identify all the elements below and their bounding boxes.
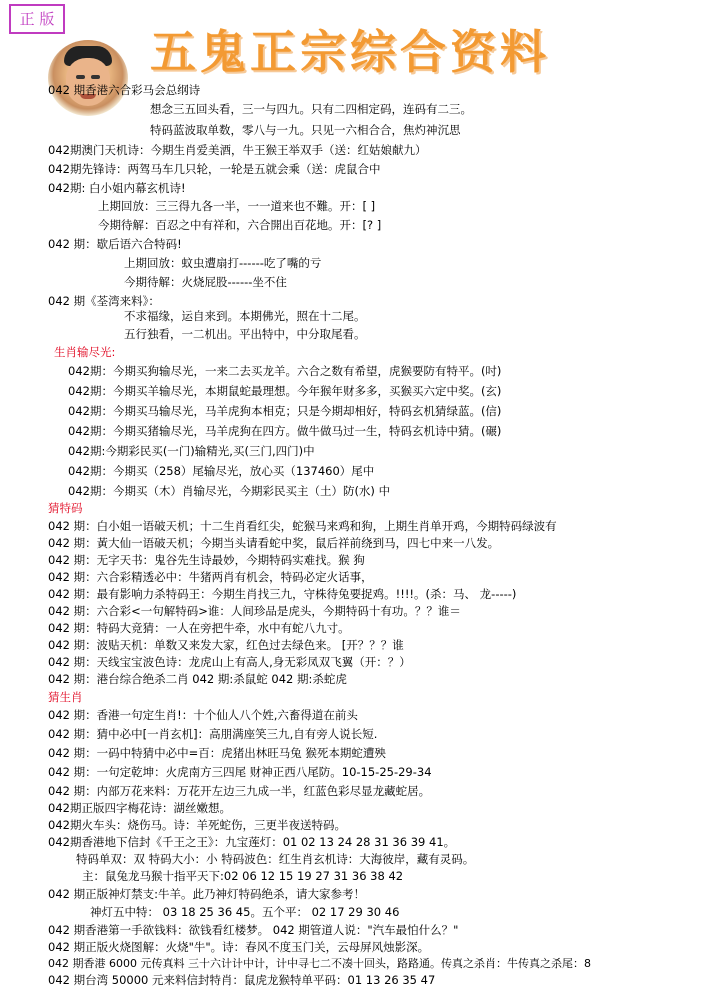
text-line: 042 期：无字天书：鬼谷先生诗最妙，今期特码实难找。猴 狗 xyxy=(48,553,365,567)
text-line: 042期火车头：烧伤马。诗：羊死蛇伤，三更半夜送特码。 xyxy=(48,818,346,832)
text-line: 042 期：歇后语六合特码! xyxy=(48,237,182,251)
text-line: 今期待解：百忍之中有祥和，六合開出百花地。开：[? ] xyxy=(98,218,382,232)
text-line: 042期香港地下信封《千王之王》：九宝莲灯：01 02 13 24 28 31 36 39 41。 xyxy=(48,835,456,849)
text-line: 042期澳门天机诗：今期生肖爱美酒，牛王猴王举双手（送：红姑娘献九） xyxy=(48,143,427,157)
text-line: 042 期：一码中特猜中必中=百：虎猪出林旺马兔 猴死本期蛇遭殃 xyxy=(48,746,386,760)
text-line: 042期：今期买羊输尽光，本期鼠蛇最理想。今年猴年财多多，买猴买六定中奖。(玄) xyxy=(68,384,502,398)
text-line: 主：鼠兔龙马猴十指平天下:02 06 12 15 19 27 31 36 38 42 xyxy=(82,869,404,883)
text-line: 042 期台湾 50000 元来料信封特肖：鼠虎龙猴特单平码：01 13 26 35 47 xyxy=(48,973,436,987)
text-line: 特码单双：双 特码大小：小 特码波色：红生肖玄机诗：大海彼岸，藏有灵码。 xyxy=(76,852,475,866)
text-line: 042期：今期买（木）肖输尽光，今期彩民买主（土）防(水) 中 xyxy=(68,484,391,498)
text-line: 042 期香港 6000 元传真料 三十六计计中计，计中寻七二不凑十回头，路路通。传真之杀肖：牛传真之杀尾：8 xyxy=(48,957,591,970)
text-line: 042 期香港第一手欲钱料：欲钱看红楼梦。 042 期管道人说："汽车最怕什么？" xyxy=(48,923,459,937)
text-line: 042 期：最有影响力杀特码王：今期生肖找三九，守株待兔要捉鸡。!!!!。(杀：马、 龙-----) xyxy=(48,587,517,601)
section-title: 猜生肖 xyxy=(48,690,83,704)
text-line: 不求福缘，运自来到。本期佛光，照在十二尾。 xyxy=(124,309,366,323)
page-title: 五鬼正宗综合资料 xyxy=(150,25,550,79)
text-line: 042期：今期买猪输尽光，马羊虎狗在四方。做牛做马过一生，特码玄机诗中猜。(碾) xyxy=(68,424,502,438)
text-line: 042 期正版火烧图解：火烧"牛"。诗：春风不度玉门关，云母屏风烛影深。 xyxy=(48,940,430,954)
text-line: 042 期：六合彩<一句解特码>谁：人间珍品是虎头，今期特码十有功。？？谁＝ xyxy=(48,604,461,618)
text-line: 042期：今期买马输尽光，马羊虎狗本相克；只是今期却相好，特码玄机猜绿蓝。(信) xyxy=(68,404,502,418)
text-line: 042 期：内部万花来料：万花开左边三九成一半，红蓝色彩尽显龙藏蛇居。 xyxy=(48,784,431,798)
genuine-badge: 正 版 xyxy=(9,4,65,34)
text-line: 神灯五中特： 03 18 25 36 45。五个平： 02 17 29 30 46 xyxy=(90,905,400,919)
text-line: 042期: 白小姐内幕玄机诗! xyxy=(48,181,186,195)
text-line: 上期回放：蚊虫遭扇打------吃了嘴的亏 xyxy=(124,256,322,270)
text-line: 042期：今期买（258）尾输尽光，放心买（137460）尾中 xyxy=(68,464,375,478)
text-line: 五行独看，一二机出。平出特中，中分取尾看。 xyxy=(124,327,366,341)
text-line: 042 期：特码大竞猜：一人在旁把牛牵，水中有蛇八九寸。 xyxy=(48,621,350,635)
text-line: 上期回放：三三得九各一半，一一道来也不難。开：[ ] xyxy=(98,199,376,213)
text-line: 042 期：六合彩精透必中：牛猪两肖有机会，特码必定火话事， xyxy=(48,570,373,584)
section-title: 猜特码 xyxy=(48,501,83,515)
text-line: 今期待解：火烧屁股------坐不住 xyxy=(124,275,287,289)
text-line: 042 期正版神灯禁支:牛羊。此乃神灯特码绝杀，请大家参考！ xyxy=(48,887,365,901)
text-line: 042期正版四字梅花诗：湖丝嫩想。 xyxy=(48,801,231,815)
section-title: 生肖输尽光: xyxy=(54,345,116,359)
text-line: 042期:今期彩民买(一门)输精光,买(三门,四门)中 xyxy=(68,444,315,458)
text-line: 042 期：一句定乾坤：火虎南方三四尾 财神正西八尾防。10-15-25-29-34 xyxy=(48,765,432,779)
text-line: 042 期：天线宝宝波色诗：龙虎山上有高人,身无彩凤双飞翼（开：？） xyxy=(48,655,411,669)
text-line: 042期先锋诗：两驾马车几只轮，一轮是五就会乘（送：虎鼠合中 xyxy=(48,162,381,176)
text-line: 042 期：黃大仙一语破天机；今期当头请看蛇中奖，鼠后祥前绕到马，四七中来一八发。 xyxy=(48,536,500,550)
text-line: 042 期：港台综合绝杀二肖 042 期:杀鼠蛇 042 期:杀蛇虎 xyxy=(48,672,347,686)
header-line: 042 期香港六合彩马会总纲诗 xyxy=(48,83,201,97)
text-line: 042 期《荃湾来料》： xyxy=(48,294,160,308)
avatar-eye xyxy=(91,75,100,79)
text-line: 042 期：香港一句定生肖!：十个仙人八个姓,六畜得道在前头 xyxy=(48,708,358,722)
avatar xyxy=(48,40,128,116)
avatar-eye xyxy=(76,75,85,79)
header-line: 特码蓝波取单数，零八与一九。只见一六相合合，焦灼神沉思 xyxy=(150,123,461,137)
text-line: 042 期：猜中必中[一肖玄机]：高朋满座笑三九,自有旁人说长短. xyxy=(48,727,378,741)
header-line: 想念三五回头看，三一与四九。只有二四相定码，连码有二三。 xyxy=(150,102,472,116)
text-line: 042 期：波贴天机：单数又来发大家，红色过去绿色来。 [开？？？谁 xyxy=(48,638,404,652)
text-line: 042 期：白小姐一语破天机；十二生肖看红尖，蛇猴马来鸡和狗，上期生肖单开鸡，今期特码绿波有 xyxy=(48,519,557,533)
text-line: 042期：今期买狗输尽光，一来二去买龙羊。六合之数有希望，虎猴要防有特平。(吋) xyxy=(68,364,502,378)
